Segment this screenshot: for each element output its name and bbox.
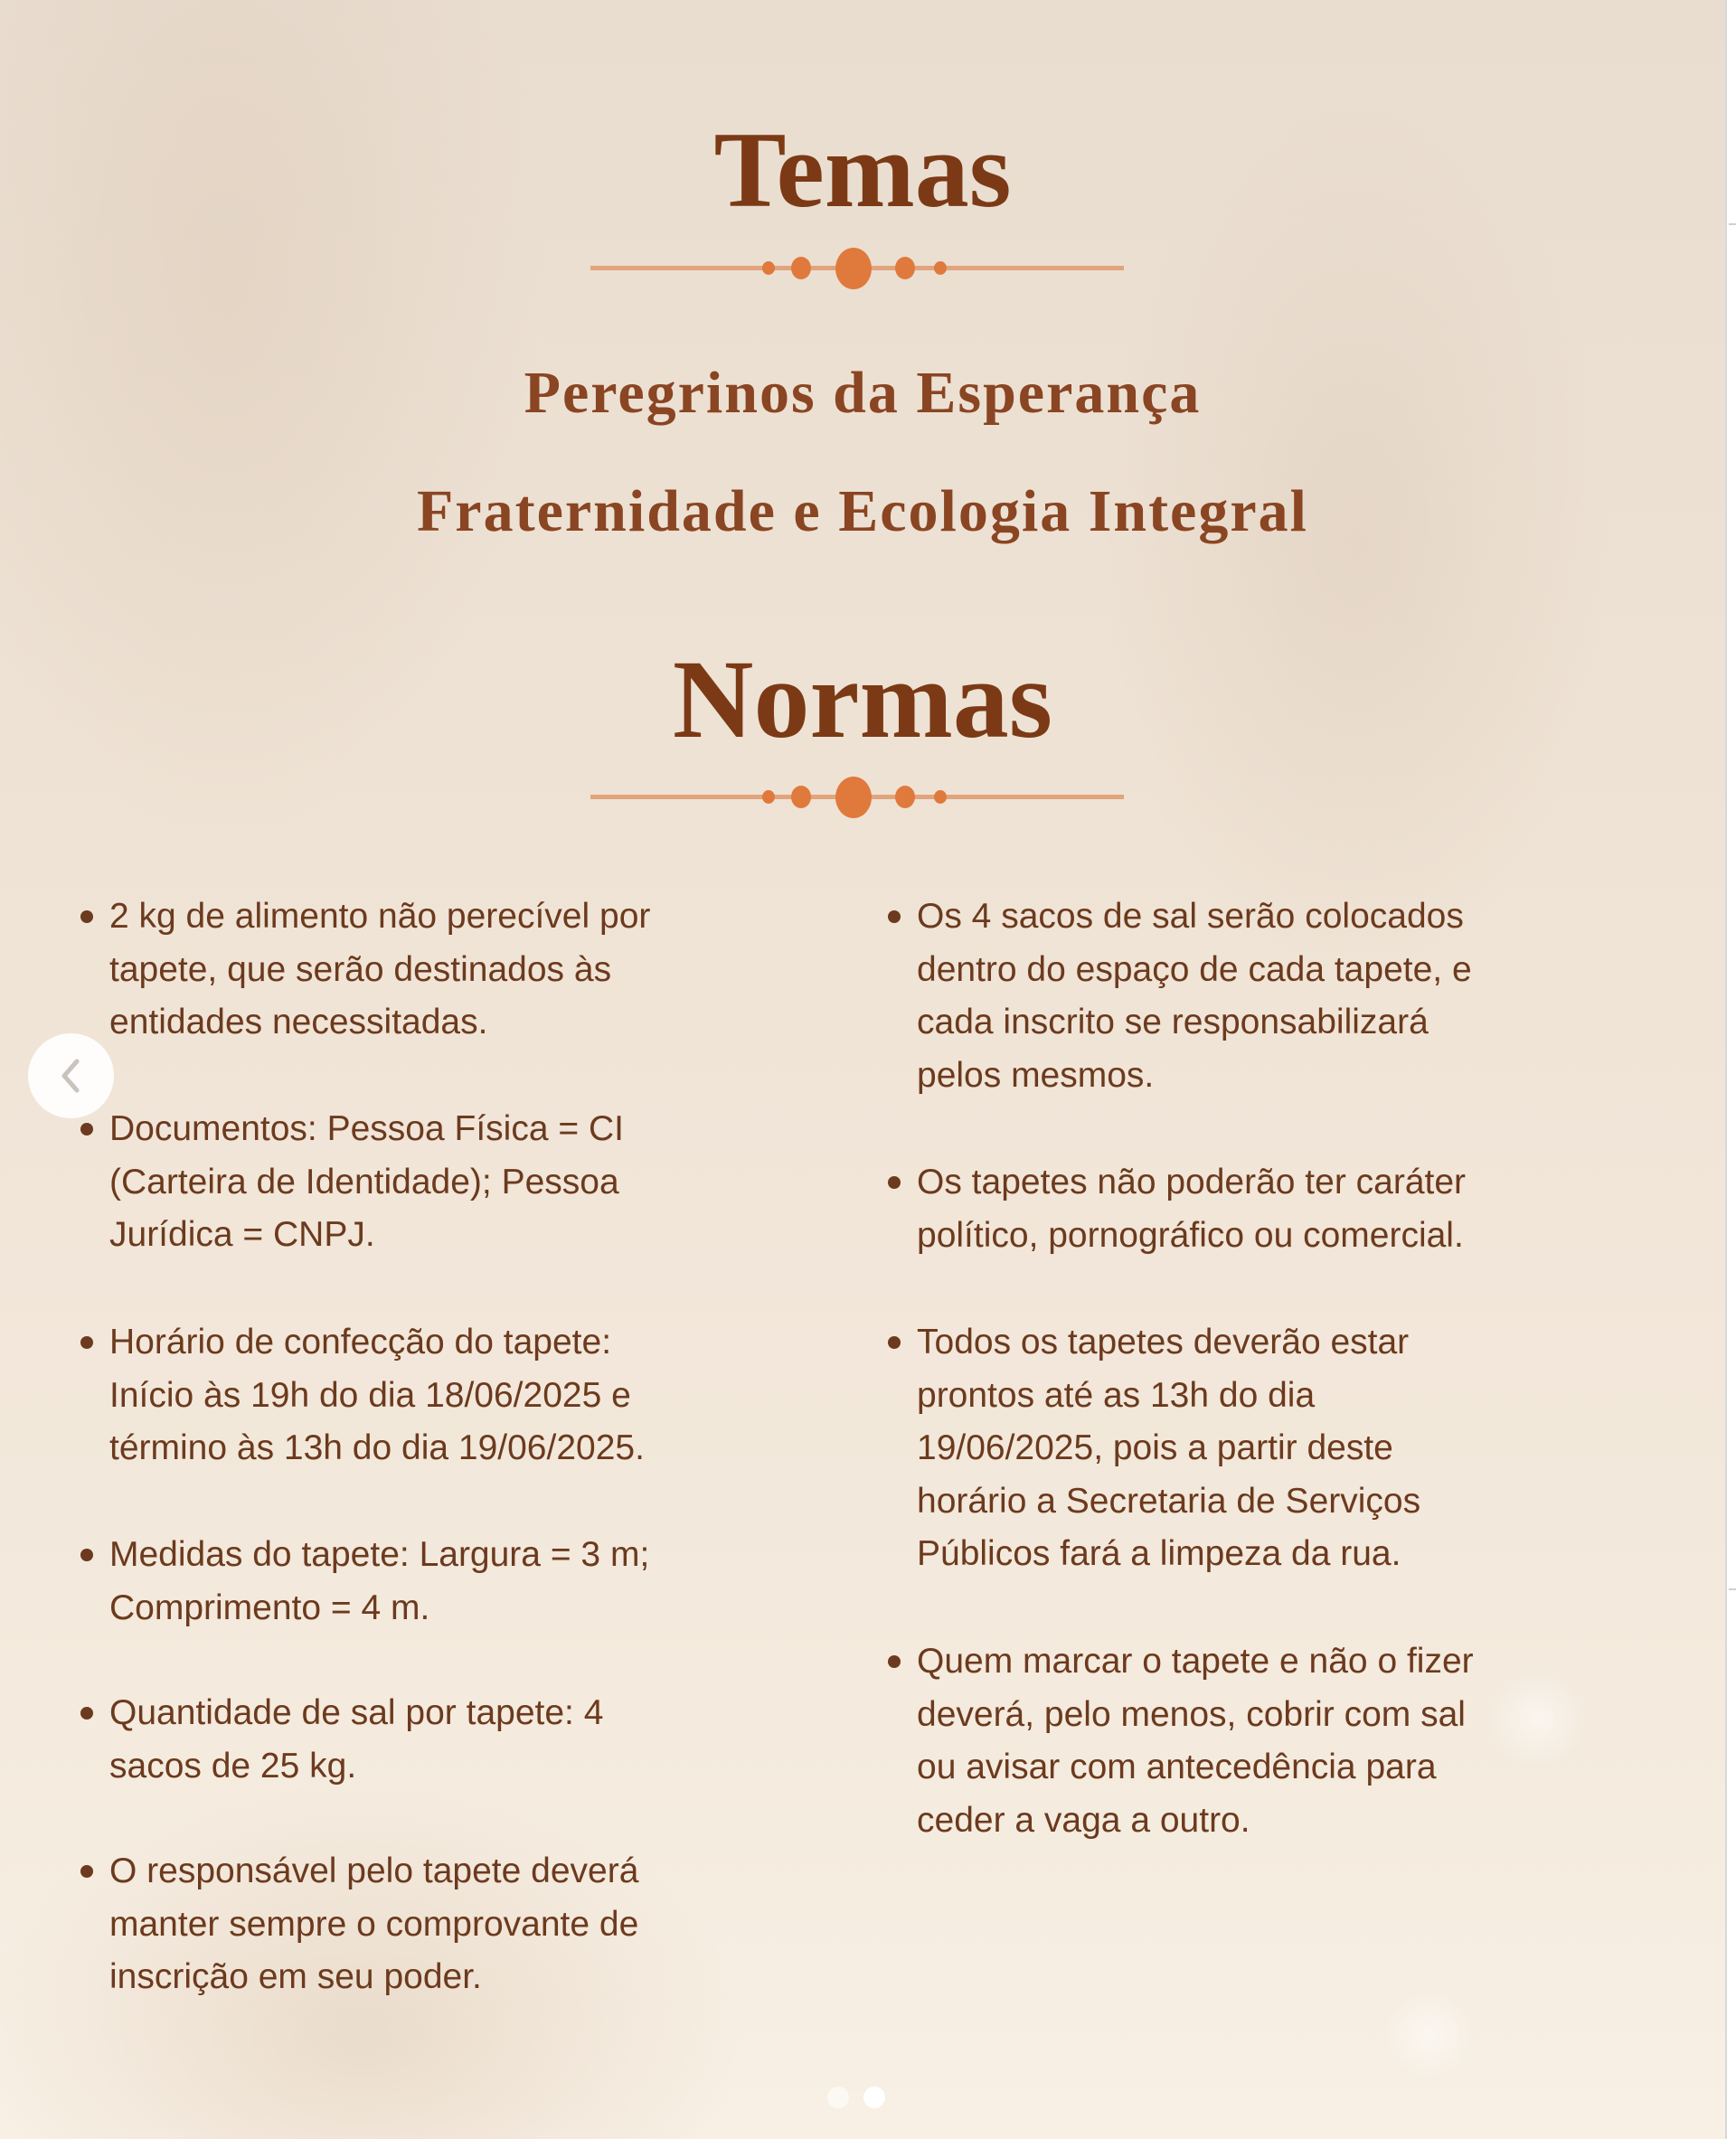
- norma-line: dentro do espaço de cada tapete, e: [917, 949, 1472, 989]
- norma-line: Os tapetes não poderão ter caráter: [917, 1163, 1467, 1201]
- norma-line: Públicos fará a limpeza da rua.: [917, 1534, 1401, 1573]
- normas-title: Normas: [672, 637, 1053, 761]
- norma-line: Jurídica = CNPJ.: [109, 1215, 375, 1254]
- page-edge: [1725, 0, 1736, 2139]
- norma-item: [917, 1156, 1466, 1262]
- ornament-divider: [590, 775, 1124, 820]
- bullet-icon: [80, 1549, 93, 1561]
- previous-slide-button[interactable]: [28, 1033, 114, 1118]
- norma-line: Quantidade de sal por tapete: 4: [109, 1693, 604, 1732]
- chevron-left-icon: [55, 1056, 86, 1096]
- carousel-dot-2-active[interactable]: [863, 2087, 885, 2108]
- norma-line: Todos os tapetes deverão estar: [917, 1323, 1410, 1362]
- bullet-icon: [888, 1336, 901, 1349]
- bullet-icon: [80, 1336, 93, 1349]
- norma-line: sacos de 25 kg.: [109, 1746, 357, 1786]
- temas-title: Temas: [713, 109, 1012, 230]
- bullet-icon: [80, 1123, 93, 1135]
- norma-line: inscrição em seu poder.: [109, 1957, 482, 1996]
- norma-line: ceder a vaga a outro.: [917, 1800, 1250, 1840]
- norma-line: ou avisar com antecedência para: [917, 1748, 1437, 1786]
- norma-item: [109, 1529, 649, 1635]
- norma-line: pelos mesmos.: [917, 1055, 1155, 1095]
- norma-line: prontos até as 13h do dia: [917, 1375, 1316, 1415]
- norma-item: [917, 890, 1472, 1102]
- norma-line: término às 13h do dia 19/06/2025.: [109, 1428, 645, 1467]
- bullet-icon: [888, 1655, 901, 1668]
- carousel-dot-1[interactable]: [827, 2087, 849, 2108]
- norma-line: Quem marcar o tapete e não o fizer: [917, 1642, 1474, 1681]
- norma-line: O responsável pelo tapete deverá: [109, 1852, 639, 1890]
- norma-line: político, pornográfico ou comercial.: [917, 1215, 1464, 1255]
- norma-line: 19/06/2025, pois a partir deste: [917, 1428, 1393, 1467]
- tema-1: Peregrinos da Esperança: [524, 360, 1202, 426]
- norma-item: [109, 1316, 645, 1475]
- norma-line: cada inscrito se responsabilizará: [917, 1003, 1429, 1041]
- norma-line: Medidas do tapete: Largura = 3 m;: [109, 1535, 650, 1574]
- norma-item: [109, 1103, 624, 1262]
- norma-item: [109, 1845, 638, 2004]
- norma-line: entidades necessitadas.: [109, 1003, 488, 1041]
- norma-item: [109, 890, 650, 1050]
- tema-2: Fraternidade e Ecologia Integral: [416, 478, 1308, 544]
- norma-line: Início às 19h do dia 18/06/2025 e: [109, 1375, 631, 1415]
- norma-line: Os 4 sacos de sal serão colocados: [917, 897, 1464, 936]
- norma-item: [109, 1687, 603, 1793]
- bullet-icon: [80, 1865, 93, 1878]
- norma-line: deverá, pelo menos, cobrir com sal: [917, 1694, 1466, 1734]
- ornament-divider: [590, 246, 1124, 291]
- bullet-icon: [888, 1176, 901, 1189]
- norma-line: horário a Secretaria de Serviços: [917, 1481, 1421, 1521]
- bullet-icon: [80, 1707, 93, 1720]
- bullet-icon: [80, 910, 93, 923]
- bullet-icon: [888, 910, 901, 923]
- norma-item: [917, 1635, 1474, 1847]
- norma-line: Documentos: Pessoa Física = CI: [109, 1109, 624, 1148]
- norma-line: Comprimento = 4 m.: [109, 1588, 430, 1627]
- norma-item: [917, 1316, 1420, 1581]
- norma-line: manter sempre o comprovante de: [109, 1904, 639, 1944]
- norma-line: Horário de confecção do tapete:: [109, 1323, 612, 1362]
- norma-line: 2 kg de alimento não perecível por: [109, 897, 651, 936]
- norma-line: tapete, que serão destinados às: [109, 949, 612, 989]
- norma-line: (Carteira de Identidade); Pessoa: [109, 1162, 619, 1201]
